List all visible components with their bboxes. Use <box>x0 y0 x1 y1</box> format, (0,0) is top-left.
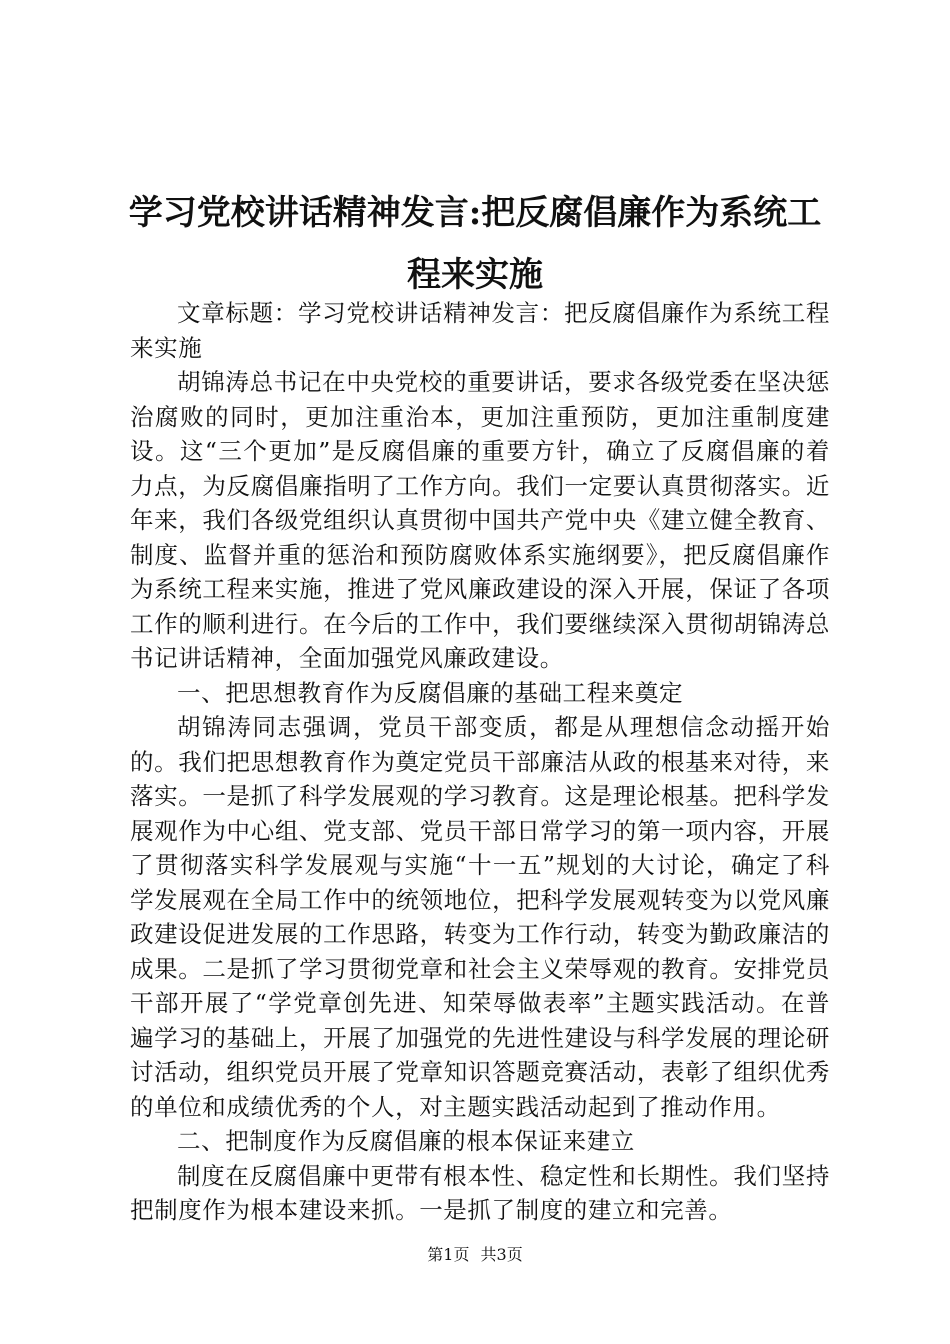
document-body <box>130 296 830 1228</box>
page-number: 第1页 <box>427 1245 470 1264</box>
section-heading-one: 一、把思想教育作为反腐倡廉的基础工程来奠定 <box>177 678 684 707</box>
paragraph-section-one: 胡锦涛同志强调，党员干部变质，都是从理想信念动摇开始的。我们把思想教育作为奠定党员干部廉洁从政的根基来对待，来落实。一是抓了科学发展观的学习教育。这是理论根基。把科学发展观作为中心组、党支部、党员干部日常学习的第一项内容，开展了贯彻落实科学发展观与实施“十一五”规划的大讨论，确定了科学发展观在全局工作中的统领地位，把科学发展观转变为以党风廉政建设促进发展的工作思路，转变为工作行动，转变为勤政廉洁的成果。二是抓了学习贯彻党章和社会主义荣辱观的教育。安排党员干部开展了“学党章创先进、知荣辱做表率”主题实践活动。在普遍学习的基础上，开展了加强党的先进性建设与科学发展的理论研讨活动，组织党员开展了党章知识答题竞赛活动，表彰了组织优秀的单位和成绩优秀的个人，对主题实践活动起到了推动作用。 <box>130 713 830 1121</box>
section-heading-two: 二、把制度作为反腐倡廉的根本保证来建立 <box>177 1127 635 1155</box>
paragraph-intro: 胡锦涛总书记在中央党校的重要讲话，要求各级党委在坚决惩治腐败的同时，更加注重治本，更加注重预防，更加注重制度建设。这“三个更加”是反腐倡廉的重要方针，确立了反腐倡廉的着力点，为反腐倡廉指明了工作方向。我们一定要认真贯彻落实。近年来，我们各级党组织认真贯彻中国共产党中央《建立健全教育、制度、监督并重的惩治和预防腐败体系实施纲要》，把反腐倡廉作为系统工程来实施，推进了党风廉政建设的深入开展，保证了各项工作的顺利进行。在今后的工作中，我们要继续深入贯彻胡锦涛总书记讲话精神，全面加强党风廉政建设。 <box>130 368 830 672</box>
page-total: 共3页 <box>480 1245 523 1264</box>
paragraph-section-two: 制度在反腐倡廉中更带有根本性、稳定性和长期性。我们坚持把制度作为根本建设来抓。一是抓了制度的建立和完善。 <box>130 1161 830 1224</box>
page-footer <box>0 1244 950 1266</box>
document-title: 学习党校讲话精神发言:把反腐倡廉作为系统工程来实施 <box>128 193 822 295</box>
paragraph-article-title: 文章标题：学习党校讲话精神发言：把反腐倡廉作为系统工程来实施 <box>130 299 830 362</box>
